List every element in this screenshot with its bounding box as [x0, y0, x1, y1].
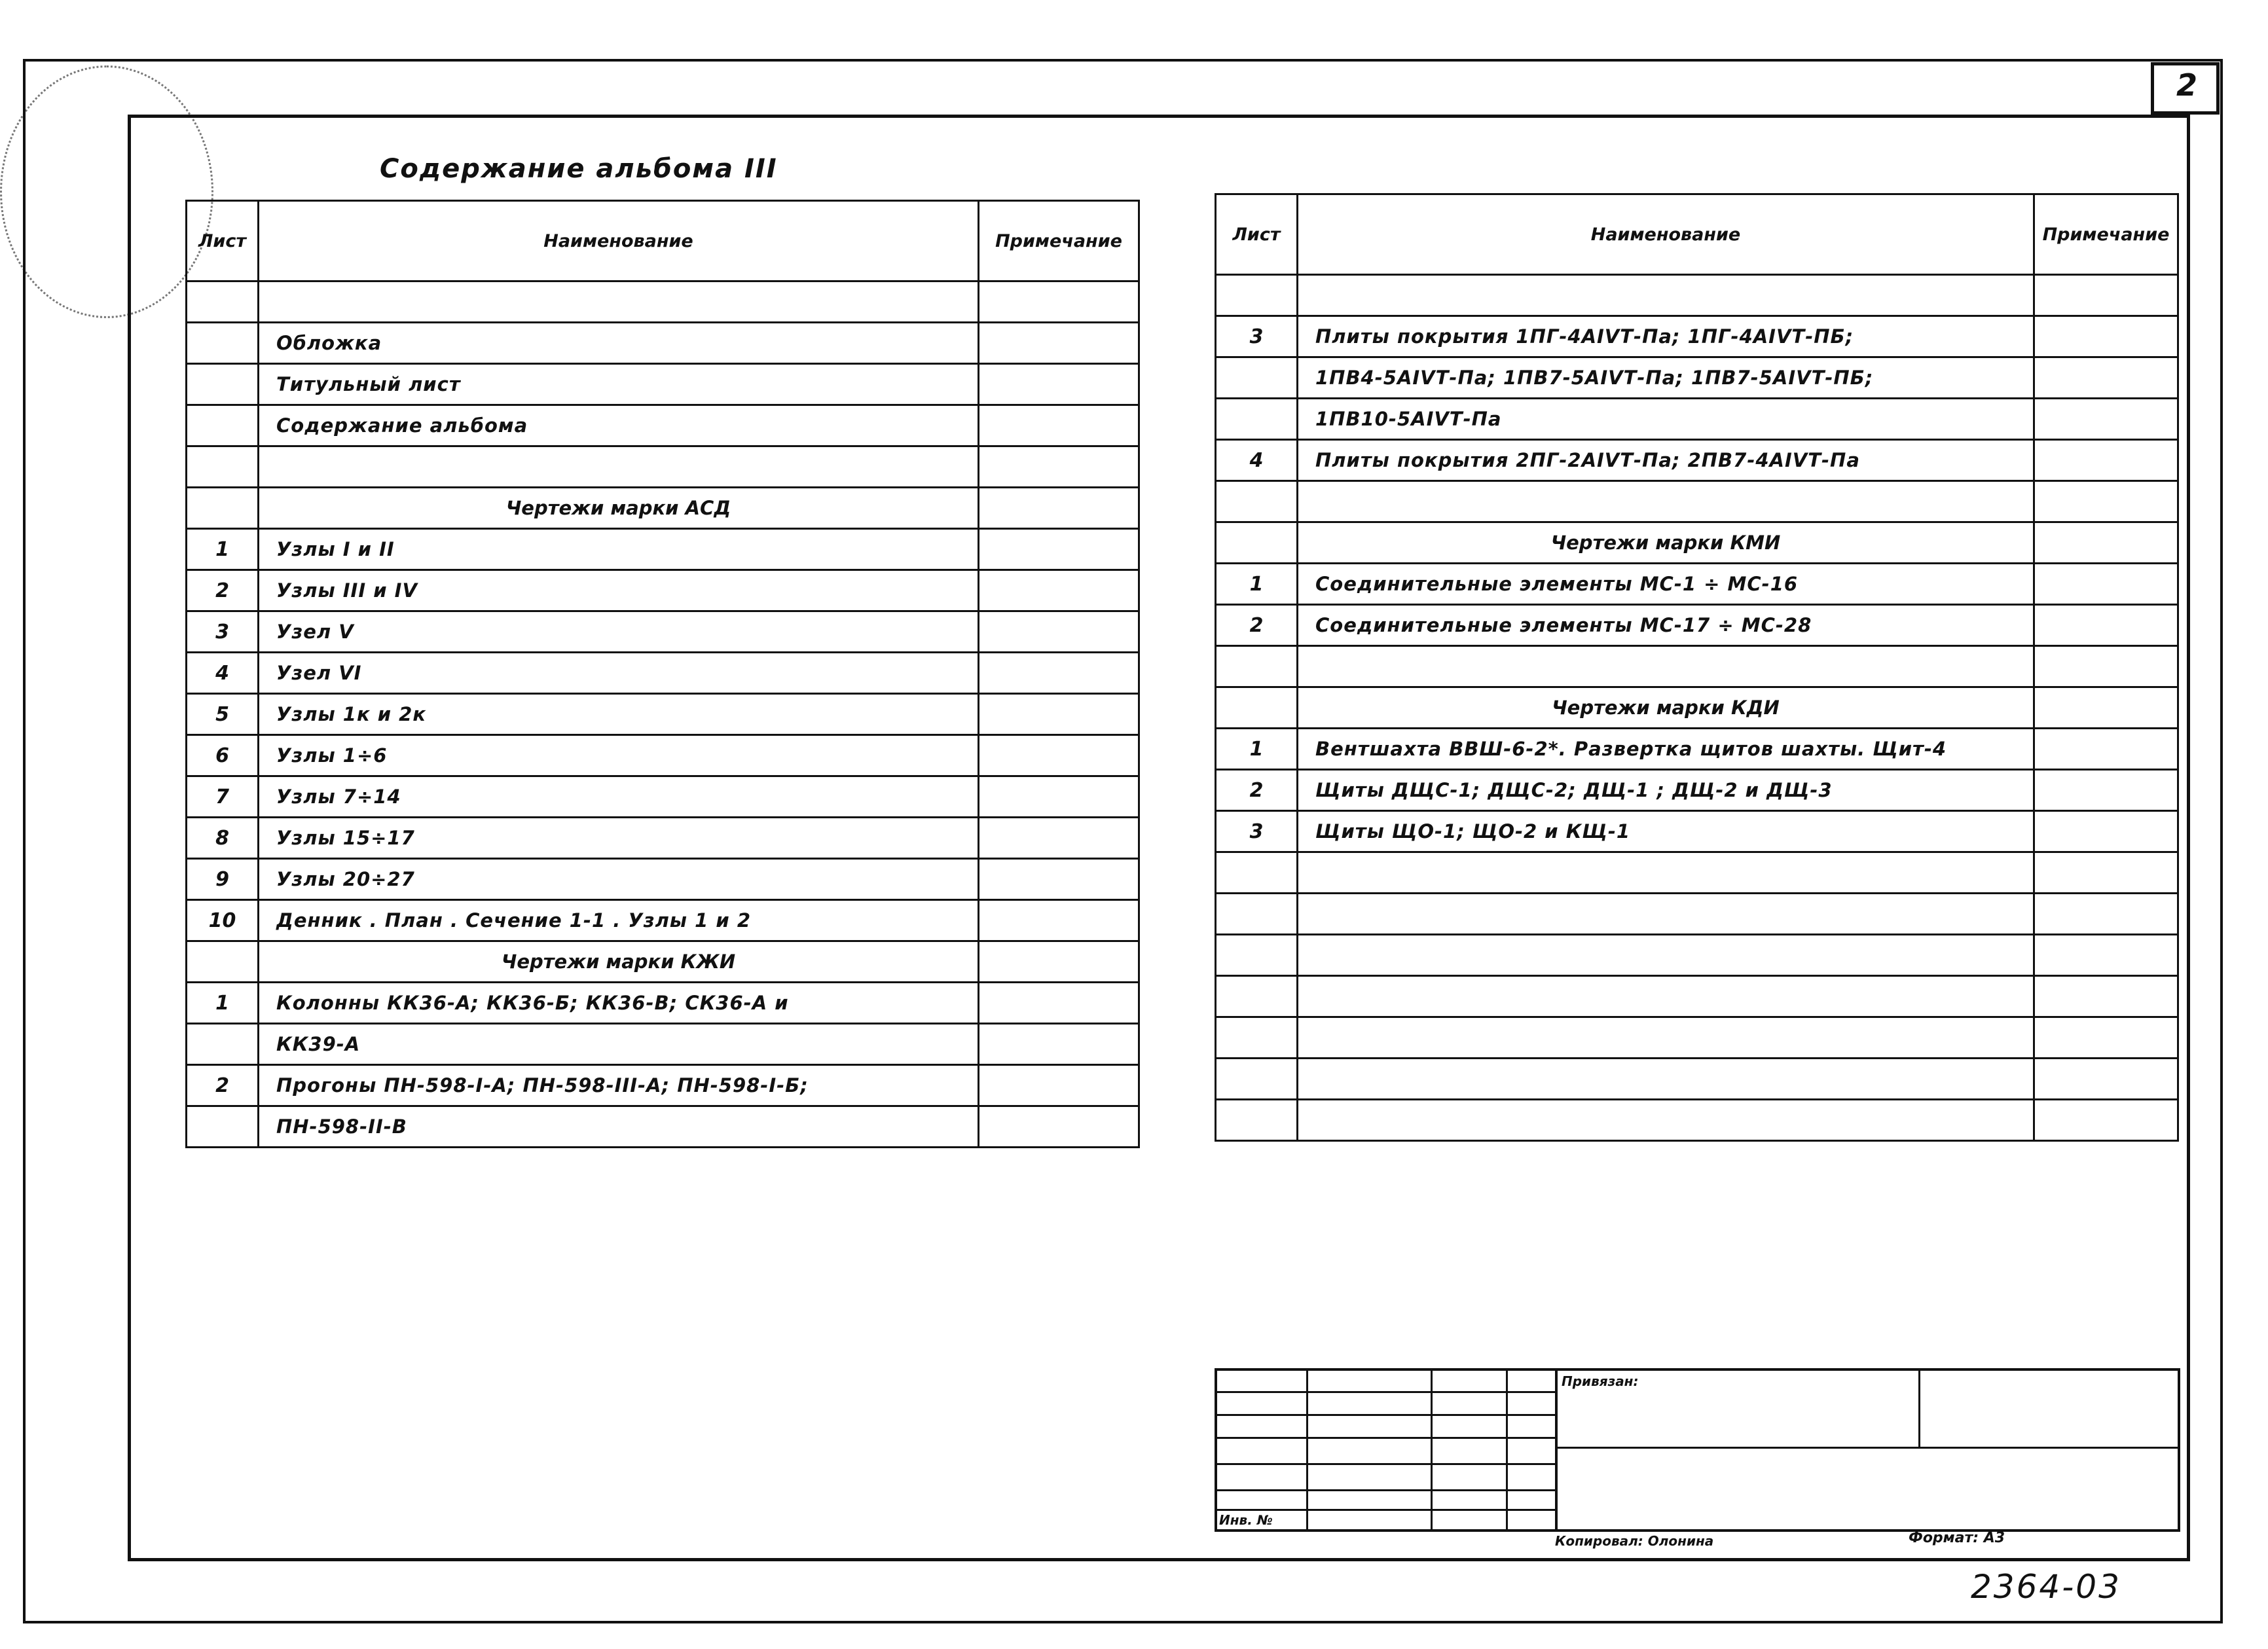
note-cell: [2034, 976, 2178, 1017]
sheet-number-cell: [187, 364, 259, 405]
item-name-cell: Обложка: [259, 323, 979, 364]
sheet-number-cell: [187, 323, 259, 364]
sheet-number-cell: [1216, 1059, 1298, 1100]
table-row: [187, 611, 1139, 653]
sheet-number-cell: [187, 281, 259, 323]
note-cell: [979, 405, 1139, 446]
sheet-number-cell: [1216, 275, 1298, 316]
section-heading-row: [187, 941, 1139, 983]
item-name-cell: [259, 446, 979, 488]
right-contents-table: [1215, 193, 2179, 1142]
item-name-cell: Узел V: [259, 611, 979, 653]
table-row: [1216, 729, 2178, 770]
note-cell: [979, 859, 1139, 900]
drawing-code: 2364-03: [1971, 1568, 2121, 1606]
table-row: [187, 776, 1139, 818]
item-name-cell: [1298, 1059, 2034, 1100]
table-row: [1216, 1059, 2178, 1100]
table-row: [187, 694, 1139, 735]
table-header-row: [1216, 194, 2178, 275]
item-name-cell: [1298, 1100, 2034, 1141]
table-row: [1216, 1017, 2178, 1059]
note-cell: [979, 570, 1139, 611]
note-cell: [2034, 1017, 2178, 1059]
table-row: [1216, 894, 2178, 935]
item-name-cell: Узлы 20÷27: [259, 859, 979, 900]
sheet-number-cell: [187, 488, 259, 529]
tb-divider: [1215, 1489, 1555, 1491]
sheet-number-cell: [1216, 935, 1298, 976]
note-cell: [2034, 316, 2178, 357]
table-row: [187, 281, 1139, 323]
sheet-number-cell: 3: [1216, 316, 1298, 357]
item-name-cell: Титульный лист: [259, 364, 979, 405]
note-cell: [979, 611, 1139, 653]
item-name-cell: [1298, 1017, 2034, 1059]
section-heading-row: [1216, 522, 2178, 564]
tb-divider: [1918, 1368, 1920, 1447]
note-cell: [979, 900, 1139, 941]
left-contents-table: [185, 200, 1140, 1148]
copied-by-label: Копировал: Олонина: [1555, 1533, 1714, 1549]
item-name-cell: [1298, 894, 2034, 935]
item-name-cell: Узлы 7÷14: [259, 776, 979, 818]
tb-divider: [1555, 1447, 2180, 1449]
note-cell: [2034, 1059, 2178, 1100]
attached-label: Привязан:: [1562, 1373, 1639, 1389]
table-row: [1216, 605, 2178, 646]
note-cell: [979, 653, 1139, 694]
note-cell: [2034, 564, 2178, 605]
item-name-cell: Узел VI: [259, 653, 979, 694]
note-cell: [2034, 399, 2178, 440]
item-name-cell: ПН-598-II-В: [259, 1106, 979, 1148]
note-cell: [2034, 935, 2178, 976]
table-row: [1216, 564, 2178, 605]
table-row: [1216, 481, 2178, 522]
table-row: [187, 1024, 1139, 1065]
sheet-number-cell: 1: [1216, 729, 1298, 770]
item-name-cell: Плиты покрытия 2ПГ-2АIVТ-Па; 2ПВ7-4АIVТ-Па: [1298, 440, 2034, 481]
note-cell: [979, 776, 1139, 818]
item-name-cell: Узлы 15÷17: [259, 818, 979, 859]
item-name-cell: Узлы III и IV: [259, 570, 979, 611]
sheet-number-cell: 2: [187, 570, 259, 611]
sheet-number-cell: 1: [187, 529, 259, 570]
table-row: [187, 1065, 1139, 1106]
item-name-cell: [1298, 275, 2034, 316]
header-name: Наименование: [1298, 194, 2034, 275]
table-row: [187, 529, 1139, 570]
table-row: [187, 818, 1139, 859]
note-cell: [2034, 357, 2178, 399]
table-row: [187, 1106, 1139, 1148]
table-row: [1216, 976, 2178, 1017]
note-cell: [2034, 646, 2178, 687]
note-cell: [2034, 1100, 2178, 1141]
note-cell: [979, 529, 1139, 570]
section-heading-cell: Чертежи марки КДИ: [1298, 687, 2034, 729]
section-heading-cell: Чертежи марки АСД: [259, 488, 979, 529]
item-name-cell: Прогоны ПН-598-I-А; ПН-598-III-А; ПН-598-I-Б;: [259, 1065, 979, 1106]
item-name-cell: Узлы 1÷6: [259, 735, 979, 776]
header-note: Примечание: [979, 201, 1139, 281]
sheet-number-cell: [1216, 1017, 1298, 1059]
table-row: [1216, 646, 2178, 687]
note-cell: [2034, 605, 2178, 646]
note-cell: [979, 1024, 1139, 1065]
note-cell: [2034, 481, 2178, 522]
note-cell: [2034, 852, 2178, 894]
item-name-cell: Узлы 1к и 2к: [259, 694, 979, 735]
header-sheet: Лист: [1216, 194, 1298, 275]
item-name-cell: Соединительные элементы МС-1 ÷ МС-16: [1298, 564, 2034, 605]
sheet-number: 2: [2176, 67, 2197, 103]
table-row: [1216, 852, 2178, 894]
item-name-cell: 1ПВ10-5АIVТ-Па: [1298, 399, 2034, 440]
item-name-cell: [1298, 852, 2034, 894]
table-row: [1216, 275, 2178, 316]
sheet-number-cell: [1216, 1100, 1298, 1141]
note-cell: [2034, 729, 2178, 770]
sheet-number-cell: [1216, 357, 1298, 399]
sheet-number-cell: 8: [187, 818, 259, 859]
sheet-number-cell: 2: [1216, 770, 1298, 811]
table-row: [1216, 357, 2178, 399]
table-row: [1216, 399, 2178, 440]
item-name-cell: Денник . План . Сечение 1-1 . Узлы 1 и 2: [259, 900, 979, 941]
sheet-number-cell: [1216, 481, 1298, 522]
header-sheet: Лист: [187, 201, 259, 281]
sheet-number-cell: [187, 405, 259, 446]
item-name-cell: [1298, 935, 2034, 976]
sheet-number-cell: [1216, 894, 1298, 935]
note-cell: [2034, 770, 2178, 811]
table-header-row: [187, 201, 1139, 281]
section-heading-row: [187, 488, 1139, 529]
item-name-cell: Узлы I и II: [259, 529, 979, 570]
note-cell: [2034, 811, 2178, 852]
sheet-number-cell: [187, 1024, 259, 1065]
item-name-cell: [1298, 481, 2034, 522]
sheet-number-cell: [1216, 976, 1298, 1017]
item-name-cell: Колонны КК36-А; КК36-Б; КК36-В; СК36-А и: [259, 983, 979, 1024]
table-row: [1216, 770, 2178, 811]
header-note: Примечание: [2034, 194, 2178, 275]
sheet-number-cell: 10: [187, 900, 259, 941]
note-cell: [2034, 522, 2178, 564]
item-name-cell: Соединительные элементы МС-17 ÷ МС-28: [1298, 605, 2034, 646]
table-row: [187, 983, 1139, 1024]
sheet-number-cell: 4: [187, 653, 259, 694]
note-cell: [979, 446, 1139, 488]
sheet-number-cell: [1216, 646, 1298, 687]
note-cell: [979, 818, 1139, 859]
table-row: [187, 405, 1139, 446]
item-name-cell: [1298, 976, 2034, 1017]
sheet-number-cell: [1216, 522, 1298, 564]
section-heading-row: [1216, 687, 2178, 729]
sheet-number-cell: 4: [1216, 440, 1298, 481]
table-row: [1216, 316, 2178, 357]
note-cell: [2034, 275, 2178, 316]
tb-divider: [1215, 1437, 1555, 1439]
sheet-number-cell: 3: [1216, 811, 1298, 852]
sheet-number-cell: 2: [187, 1065, 259, 1106]
inventory-number-label: Инв. №: [1219, 1512, 1273, 1528]
table-row: [187, 570, 1139, 611]
table-row: [187, 900, 1139, 941]
table-row: [1216, 811, 2178, 852]
note-cell: [979, 694, 1139, 735]
table-row: [187, 446, 1139, 488]
tb-divider: [1555, 1368, 1558, 1532]
sheet-number-cell: 3: [187, 611, 259, 653]
sheet-number-cell: [1216, 687, 1298, 729]
table-row: [187, 323, 1139, 364]
tb-divider: [1215, 1414, 1555, 1416]
sheet-number-cell: [1216, 852, 1298, 894]
sheet-number-cell: 5: [187, 694, 259, 735]
item-name-cell: Плиты покрытия 1ПГ-4АIVТ-Па; 1ПГ-4АIVТ-ПБ;: [1298, 316, 2034, 357]
sheet-number-cell: 2: [1216, 605, 1298, 646]
note-cell: [2034, 894, 2178, 935]
table-row: [1216, 1100, 2178, 1141]
note-cell: [979, 983, 1139, 1024]
section-heading-cell: Чертежи марки КМИ: [1298, 522, 2034, 564]
table-row: [1216, 935, 2178, 976]
item-name-cell: 1ПВ4-5АIVТ-Па; 1ПВ7-5АIVТ-Па; 1ПВ7-5АIVТ-ПБ;: [1298, 357, 2034, 399]
note-cell: [2034, 687, 2178, 729]
note-cell: [979, 364, 1139, 405]
tb-divider: [1215, 1463, 1555, 1465]
tb-divider: [1215, 1391, 1555, 1393]
item-name-cell: Вентшахта ВВШ-6-2*. Развертка щитов шахты. Щит-4: [1298, 729, 2034, 770]
note-cell: [979, 735, 1139, 776]
tb-divider: [1215, 1509, 1555, 1511]
note-cell: [2034, 440, 2178, 481]
sheet-number-cell: 9: [187, 859, 259, 900]
table-row: [187, 735, 1139, 776]
format-label: Формат: А3: [1909, 1530, 2005, 1546]
item-name-cell: Щиты ЩО-1; ЩО-2 и КЩ-1: [1298, 811, 2034, 852]
sheet-number-cell: [187, 1106, 259, 1148]
sheet-number-cell: 6: [187, 735, 259, 776]
table-row: [187, 653, 1139, 694]
table-row: [187, 364, 1139, 405]
item-name-cell: [1298, 646, 2034, 687]
sheet-number-cell: [187, 446, 259, 488]
table-row: [1216, 440, 2178, 481]
note-cell: [979, 1065, 1139, 1106]
sheet-number-cell: 7: [187, 776, 259, 818]
item-name-cell: КК39-А: [259, 1024, 979, 1065]
page-title: Содержание альбома III: [380, 154, 778, 184]
note-cell: [979, 488, 1139, 529]
item-name-cell: Щиты ДЩС-1; ДЩС-2; ДЩ-1 ; ДЩ-2 и ДЩ-3: [1298, 770, 2034, 811]
note-cell: [979, 323, 1139, 364]
sheet-number-cell: 1: [1216, 564, 1298, 605]
section-heading-cell: Чертежи марки КЖИ: [259, 941, 979, 983]
table-row: [187, 859, 1139, 900]
sheet-number-cell: [1216, 399, 1298, 440]
sheet-number-cell: [187, 941, 259, 983]
sheet-number-cell: 1: [187, 983, 259, 1024]
item-name-cell: [259, 281, 979, 323]
item-name-cell: Содержание альбома: [259, 405, 979, 446]
note-cell: [979, 1106, 1139, 1148]
header-name: Наименование: [259, 201, 979, 281]
note-cell: [979, 281, 1139, 323]
note-cell: [979, 941, 1139, 983]
